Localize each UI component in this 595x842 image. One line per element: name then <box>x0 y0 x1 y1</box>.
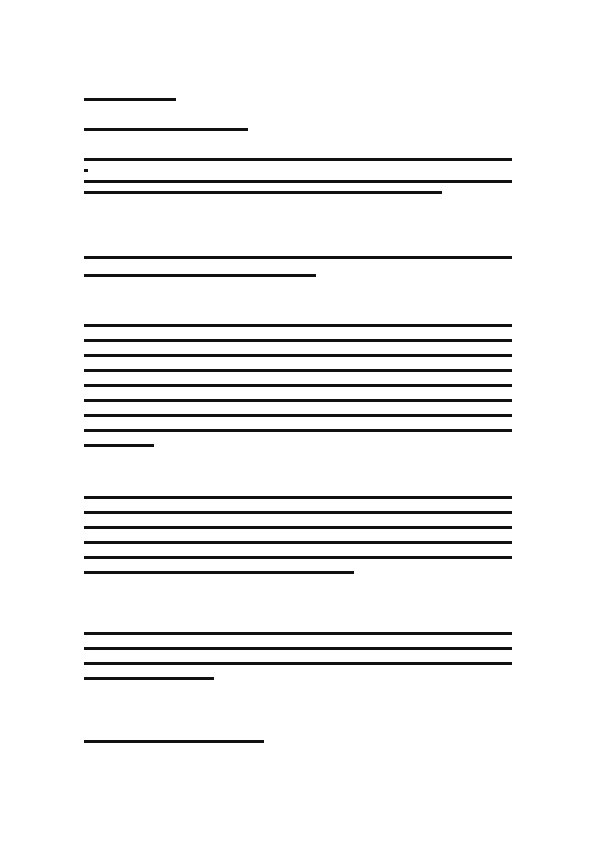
paragraph-2 <box>84 256 512 278</box>
signature-line <box>84 740 264 744</box>
paragraph-3 <box>84 324 512 448</box>
header-line-2 <box>84 128 248 132</box>
paragraph-5 <box>84 632 512 681</box>
header-line-1 <box>84 98 176 102</box>
paragraph-4 <box>84 496 512 575</box>
paragraph-1 <box>84 158 512 195</box>
